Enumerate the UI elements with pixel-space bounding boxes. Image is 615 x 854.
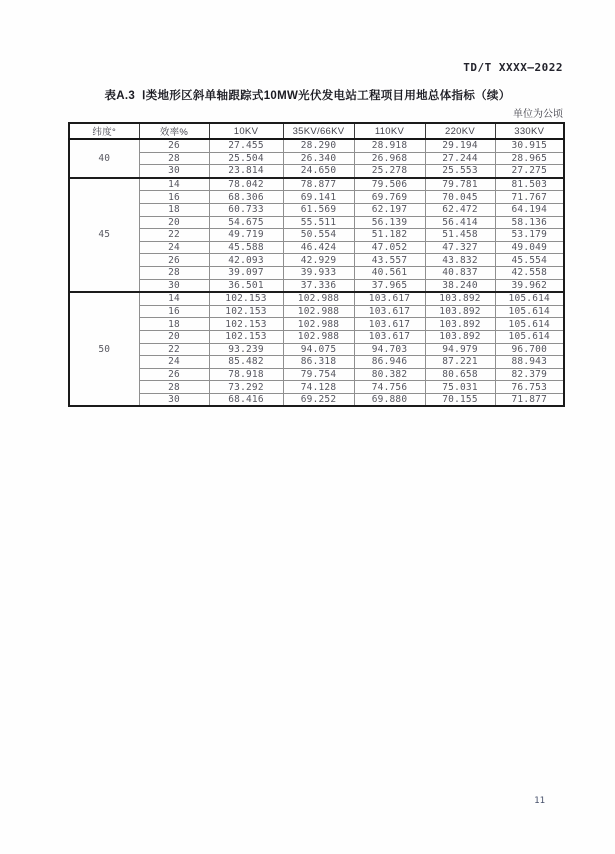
table-row (69, 152, 564, 165)
value-cell: 105.614 (495, 292, 564, 305)
efficiency-cell: 16 (139, 191, 209, 204)
value-cell: 49.049 (495, 241, 564, 254)
value-cell: 103.892 (425, 330, 495, 343)
efficiency-cell: 28 (139, 152, 209, 165)
value-cell: 78.918 (209, 368, 283, 381)
value-cell: 45.588 (209, 241, 283, 254)
value-cell: 80.658 (425, 368, 495, 381)
value-cell: 54.675 (209, 216, 283, 229)
value-cell: 94.979 (425, 343, 495, 356)
table-row (69, 292, 564, 305)
value-cell: 51.182 (354, 229, 425, 242)
value-cell: 71.877 (495, 393, 564, 406)
value-cell: 39.933 (283, 266, 354, 279)
value-cell: 40.837 (425, 266, 495, 279)
table-row (69, 393, 564, 406)
value-cell: 105.614 (495, 318, 564, 331)
value-cell: 102.988 (283, 292, 354, 305)
value-cell: 25.553 (425, 165, 495, 178)
value-cell: 86.318 (283, 356, 354, 369)
efficiency-cell: 24 (139, 356, 209, 369)
value-cell: 27.455 (209, 139, 283, 152)
value-cell: 102.988 (283, 305, 354, 318)
value-cell: 27.244 (425, 152, 495, 165)
value-cell: 43.557 (354, 254, 425, 267)
value-cell: 103.892 (425, 318, 495, 331)
value-cell: 102.988 (283, 318, 354, 331)
column-header-220kv: 220KV (425, 123, 495, 139)
value-cell: 94.075 (283, 343, 354, 356)
table-row (69, 241, 564, 254)
value-cell: 56.414 (425, 216, 495, 229)
efficiency-cell: 30 (139, 393, 209, 406)
value-cell: 42.093 (209, 254, 283, 267)
value-cell: 96.700 (495, 343, 564, 356)
column-header-35kv-66kv: 35KV/66KV (283, 123, 354, 139)
value-cell: 88.943 (495, 356, 564, 369)
value-cell: 79.506 (354, 178, 425, 191)
value-cell: 68.416 (209, 393, 283, 406)
efficiency-cell: 28 (139, 381, 209, 394)
value-cell: 69.141 (283, 191, 354, 204)
value-cell: 105.614 (495, 305, 564, 318)
value-cell: 24.650 (283, 165, 354, 178)
value-cell: 78.042 (209, 178, 283, 191)
page-number: 11 (534, 796, 545, 806)
efficiency-cell: 22 (139, 343, 209, 356)
efficiency-cell: 24 (139, 241, 209, 254)
value-cell: 47.327 (425, 241, 495, 254)
value-cell: 103.892 (425, 305, 495, 318)
value-cell: 39.962 (495, 279, 564, 292)
efficiency-cell: 18 (139, 318, 209, 331)
table-row (69, 178, 564, 191)
column-header-110kv: 110KV (354, 123, 425, 139)
value-cell: 69.880 (354, 393, 425, 406)
value-cell: 82.379 (495, 368, 564, 381)
latitude-cell: 40 (69, 139, 139, 178)
value-cell: 25.278 (354, 165, 425, 178)
value-cell: 50.554 (283, 229, 354, 242)
value-cell: 30.915 (495, 139, 564, 152)
value-cell: 42.929 (283, 254, 354, 267)
value-cell: 43.832 (425, 254, 495, 267)
value-cell: 73.292 (209, 381, 283, 394)
value-cell: 69.769 (354, 191, 425, 204)
value-cell: 103.617 (354, 330, 425, 343)
doc-code: TD/T XXXX—2022 (463, 61, 563, 74)
value-cell: 56.139 (354, 216, 425, 229)
table-row (69, 191, 564, 204)
value-cell: 26.340 (283, 152, 354, 165)
value-cell: 53.179 (495, 229, 564, 242)
value-cell: 36.501 (209, 279, 283, 292)
table-row (69, 305, 564, 318)
table-row (69, 356, 564, 369)
value-cell: 94.703 (354, 343, 425, 356)
efficiency-cell: 28 (139, 266, 209, 279)
efficiency-cell: 30 (139, 279, 209, 292)
value-cell: 80.382 (354, 368, 425, 381)
column-header-latitude: 纬度° (69, 123, 139, 139)
value-cell: 76.753 (495, 381, 564, 394)
value-cell: 23.814 (209, 165, 283, 178)
column-header-efficiency: 效率% (139, 123, 209, 139)
value-cell: 102.153 (209, 318, 283, 331)
value-cell: 74.128 (283, 381, 354, 394)
table-row (69, 330, 564, 343)
efficiency-cell: 20 (139, 330, 209, 343)
value-cell: 103.892 (425, 292, 495, 305)
value-cell: 58.136 (495, 216, 564, 229)
value-cell: 71.767 (495, 191, 564, 204)
value-cell: 62.197 (354, 203, 425, 216)
value-cell: 81.503 (495, 178, 564, 191)
efficiency-cell: 26 (139, 254, 209, 267)
value-cell: 103.617 (354, 292, 425, 305)
column-header-10kv: 10KV (209, 123, 283, 139)
value-cell: 62.472 (425, 203, 495, 216)
unit-note: 单位为公顷 (513, 109, 563, 120)
value-cell: 28.918 (354, 139, 425, 152)
value-cell: 93.239 (209, 343, 283, 356)
value-cell: 47.052 (354, 241, 425, 254)
value-cell: 79.781 (425, 178, 495, 191)
value-cell: 69.252 (283, 393, 354, 406)
value-cell: 74.756 (354, 381, 425, 394)
value-cell: 86.946 (354, 356, 425, 369)
table-row (69, 318, 564, 331)
efficiency-cell: 16 (139, 305, 209, 318)
column-header-330kv: 330KV (495, 123, 564, 139)
value-cell: 37.336 (283, 279, 354, 292)
table-row (69, 343, 564, 356)
table-row (69, 266, 564, 279)
value-cell: 103.617 (354, 318, 425, 331)
table-row (69, 203, 564, 216)
value-cell: 85.482 (209, 356, 283, 369)
efficiency-cell: 14 (139, 292, 209, 305)
value-cell: 75.031 (425, 381, 495, 394)
value-cell: 105.614 (495, 330, 564, 343)
value-cell: 39.097 (209, 266, 283, 279)
value-cell: 79.754 (283, 368, 354, 381)
value-cell: 29.194 (425, 139, 495, 152)
value-cell: 27.275 (495, 165, 564, 178)
efficiency-cell: 14 (139, 178, 209, 191)
value-cell: 26.968 (354, 152, 425, 165)
table-row (69, 279, 564, 292)
value-cell: 61.569 (283, 203, 354, 216)
value-cell: 28.965 (495, 152, 564, 165)
table-row (69, 216, 564, 229)
value-cell: 64.194 (495, 203, 564, 216)
value-cell: 102.153 (209, 330, 283, 343)
latitude-cell: 45 (69, 178, 139, 292)
indicator-table (68, 122, 565, 407)
table-row (69, 165, 564, 178)
value-cell: 60.733 (209, 203, 283, 216)
value-cell: 87.221 (425, 356, 495, 369)
value-cell: 68.306 (209, 191, 283, 204)
value-cell: 46.424 (283, 241, 354, 254)
value-cell: 102.153 (209, 292, 283, 305)
value-cell: 45.554 (495, 254, 564, 267)
efficiency-cell: 26 (139, 368, 209, 381)
value-cell: 28.290 (283, 139, 354, 152)
page-title: 表A.3 Ⅰ类地形区斜单轴跟踪式10MW光伏发电站工程项目用地总体指标（续） (104, 90, 511, 102)
value-cell: 103.617 (354, 305, 425, 318)
efficiency-cell: 20 (139, 216, 209, 229)
value-cell: 38.240 (425, 279, 495, 292)
value-cell: 42.558 (495, 266, 564, 279)
efficiency-cell: 26 (139, 139, 209, 152)
table-row (69, 368, 564, 381)
value-cell: 49.719 (209, 229, 283, 242)
table-header-row (69, 123, 564, 139)
value-cell: 102.988 (283, 330, 354, 343)
table-row (69, 254, 564, 267)
value-cell: 25.504 (209, 152, 283, 165)
efficiency-cell: 22 (139, 229, 209, 242)
efficiency-cell: 30 (139, 165, 209, 178)
value-cell: 70.045 (425, 191, 495, 204)
latitude-cell: 50 (69, 292, 139, 406)
efficiency-cell: 18 (139, 203, 209, 216)
value-cell: 37.965 (354, 279, 425, 292)
value-cell: 55.511 (283, 216, 354, 229)
value-cell: 40.561 (354, 266, 425, 279)
table-row (69, 229, 564, 242)
table-row (69, 139, 564, 152)
value-cell: 78.877 (283, 178, 354, 191)
value-cell: 102.153 (209, 305, 283, 318)
value-cell: 70.155 (425, 393, 495, 406)
table-row (69, 381, 564, 394)
value-cell: 51.458 (425, 229, 495, 242)
